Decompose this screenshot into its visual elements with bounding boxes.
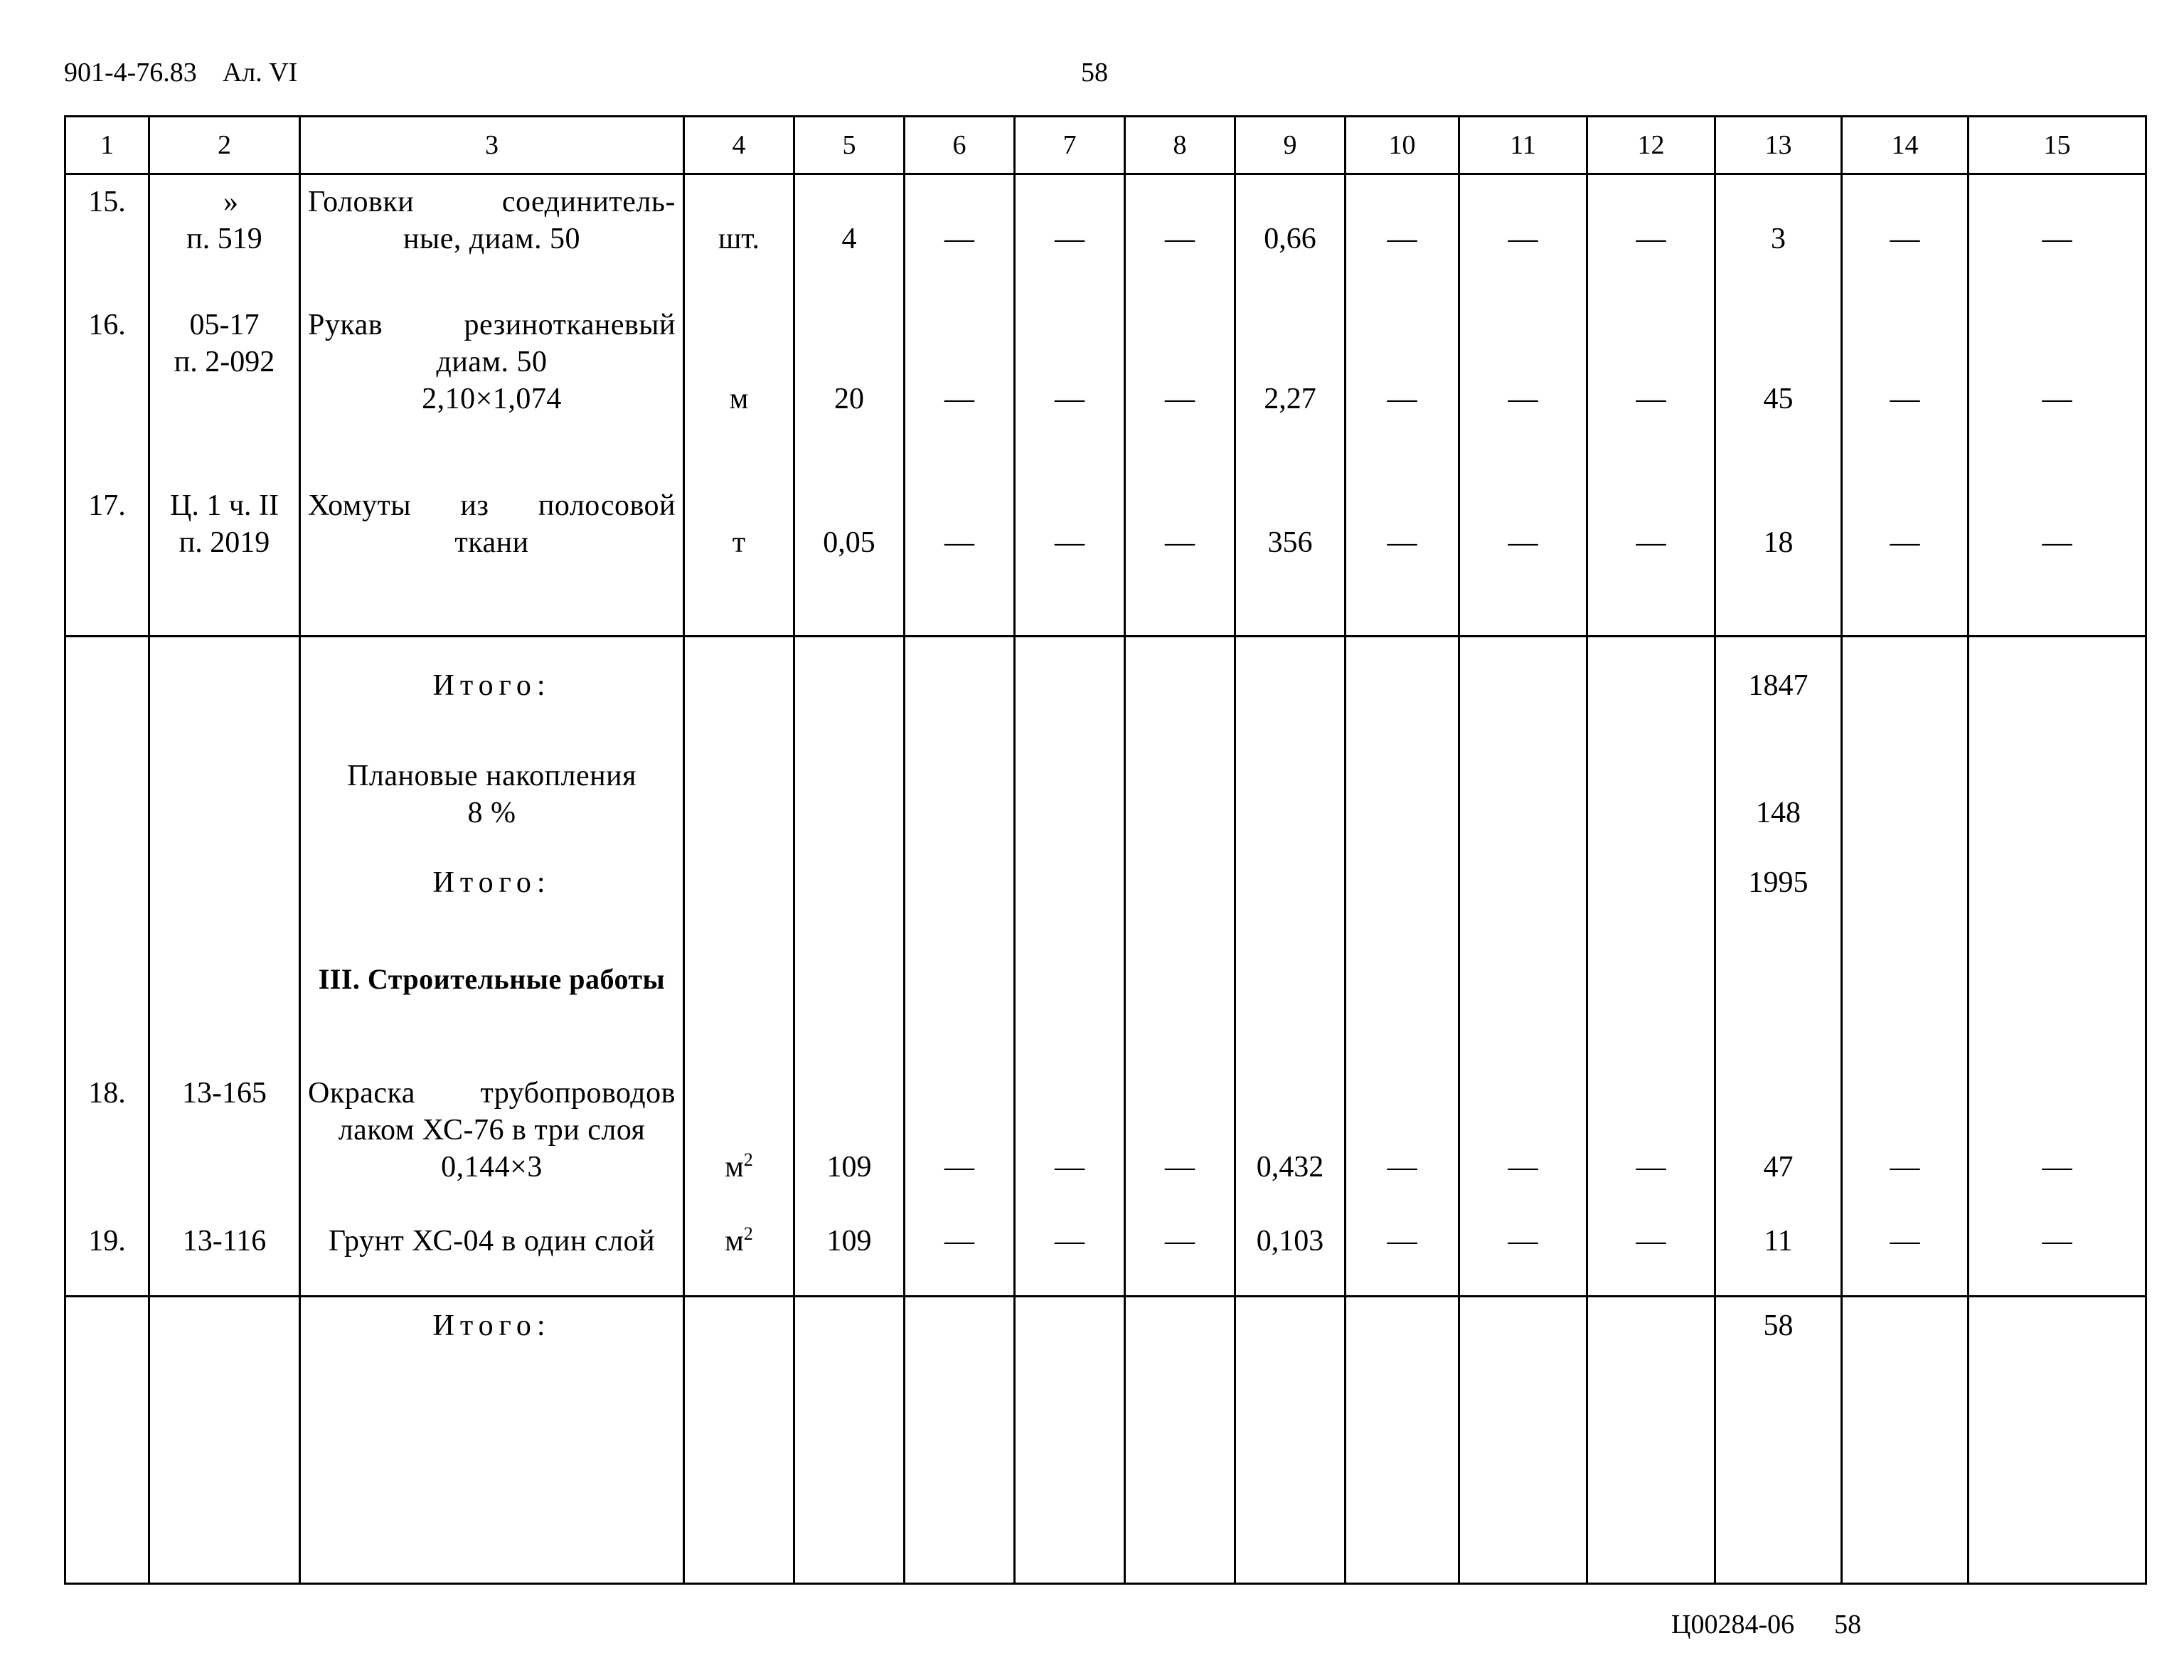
unit-text: м xyxy=(725,1224,744,1258)
norm-code xyxy=(149,487,300,637)
unit-exponent: 2 xyxy=(743,1223,753,1244)
unit: т xyxy=(684,487,794,637)
table-row xyxy=(65,1206,2146,1297)
subtotal-row xyxy=(65,1297,2146,1584)
itogo-label: Итого: xyxy=(300,1297,684,1584)
empty-cell xyxy=(1842,729,1969,843)
album-number: Ал. VI xyxy=(222,58,298,87)
dash-cell: — xyxy=(1842,1206,1969,1297)
empty-cell xyxy=(1587,637,1715,729)
empty-cell xyxy=(1969,729,2146,843)
empty-cell xyxy=(149,1297,300,1584)
table-row xyxy=(65,487,2146,637)
unit xyxy=(684,1042,794,1206)
empty-cell xyxy=(1346,942,1459,1042)
dash-cell: — xyxy=(1587,174,1715,302)
doc-code: 901-4-76.83 xyxy=(64,58,197,87)
desc-line3: 2,10×1,074 xyxy=(422,382,562,415)
empty-cell xyxy=(1125,843,1235,942)
planned-savings-label xyxy=(300,729,684,843)
empty-cell xyxy=(905,1297,1015,1584)
dash-cell: — xyxy=(1125,1042,1235,1206)
total-cost: 45 xyxy=(1715,302,1842,487)
unit-price: 0,66 xyxy=(1235,174,1346,302)
dash-cell: — xyxy=(1346,1042,1459,1206)
subtotal-row xyxy=(65,843,2146,942)
empty-cell xyxy=(65,637,149,729)
item-description xyxy=(300,1042,684,1206)
unit-text: м xyxy=(725,1150,744,1184)
dash-cell: — xyxy=(1587,1206,1715,1297)
col-9: 9 xyxy=(1235,117,1346,174)
section-title-row xyxy=(65,942,2146,1042)
dash-cell: — xyxy=(1842,1042,1969,1206)
desc-line2: ткани xyxy=(454,526,529,559)
empty-cell xyxy=(794,1297,905,1584)
empty-cell xyxy=(684,637,794,729)
col-6: 6 xyxy=(905,117,1015,174)
empty-cell xyxy=(1969,637,2146,729)
document-code xyxy=(64,57,297,88)
col-7: 7 xyxy=(1015,117,1125,174)
col-2: 2 xyxy=(149,117,300,174)
planned-savings-row xyxy=(65,729,2146,843)
dash-cell: — xyxy=(1842,174,1969,302)
unit: шт. xyxy=(684,174,794,302)
norm-code xyxy=(149,174,300,302)
dash-cell: — xyxy=(1346,174,1459,302)
unit: м xyxy=(684,302,794,487)
item-description xyxy=(300,174,684,302)
empty-cell xyxy=(65,843,149,942)
empty-cell xyxy=(1346,729,1459,843)
subtotal-value: 1847 xyxy=(1715,637,1842,729)
empty-cell xyxy=(684,843,794,942)
norm-code-line1: Ц. 1 ч. II xyxy=(170,489,279,522)
dash-cell: — xyxy=(1346,1206,1459,1297)
subtotal-row xyxy=(65,637,2146,729)
norm-code-line1: » xyxy=(223,186,238,218)
dash-cell: — xyxy=(905,1206,1015,1297)
estimate-table xyxy=(64,115,2147,1585)
empty-cell xyxy=(1235,1297,1346,1584)
empty-cell xyxy=(1842,637,1969,729)
empty-cell xyxy=(905,729,1015,843)
empty-cell xyxy=(65,1297,149,1584)
subtotal-value: 1995 xyxy=(1715,843,1842,942)
footer-code: Ц00284-06 xyxy=(1671,1610,1795,1639)
dash-cell: — xyxy=(1969,302,2146,487)
empty-cell xyxy=(794,843,905,942)
planned-savings-text: Плановые накопления xyxy=(347,759,636,792)
table-row xyxy=(65,302,2146,487)
dash-cell: — xyxy=(1587,487,1715,637)
desc-line1: Головки соединитель- xyxy=(308,186,676,218)
dash-cell: — xyxy=(1125,487,1235,637)
table-row xyxy=(65,1042,2146,1206)
norm-code-line2: п. 2-092 xyxy=(174,345,275,378)
empty-cell xyxy=(1235,942,1346,1042)
empty-cell xyxy=(1969,843,2146,942)
dash-cell: — xyxy=(1346,487,1459,637)
dash-cell: — xyxy=(1459,1206,1587,1297)
total-cost: 3 xyxy=(1715,174,1842,302)
desc-line1: Окраска трубопроводов xyxy=(308,1076,676,1110)
dash-cell: — xyxy=(1842,302,1969,487)
footer-page: 58 xyxy=(1834,1610,1862,1639)
quantity: 20 xyxy=(794,302,905,487)
row-number: 19. xyxy=(65,1206,149,1297)
empty-cell xyxy=(794,729,905,843)
empty-cell xyxy=(794,942,905,1042)
total-cost: 18 xyxy=(1715,487,1842,637)
quantity: 109 xyxy=(794,1042,905,1206)
section-title: III. Строительные работы xyxy=(300,942,684,1042)
empty-cell xyxy=(1015,942,1125,1042)
dash-cell: — xyxy=(1125,1206,1235,1297)
empty-cell xyxy=(1459,942,1587,1042)
empty-cell xyxy=(1587,942,1715,1042)
col-1: 1 xyxy=(65,117,149,174)
dash-cell: — xyxy=(1015,1206,1125,1297)
desc-line1: Хомуты из полосовой xyxy=(308,489,676,522)
dash-cell: — xyxy=(1587,1042,1715,1206)
empty-cell xyxy=(1235,637,1346,729)
empty-cell xyxy=(1459,637,1587,729)
empty-cell xyxy=(684,942,794,1042)
footer xyxy=(1671,1609,1861,1640)
empty-cell xyxy=(1459,729,1587,843)
empty-cell xyxy=(1125,637,1235,729)
dash-cell: — xyxy=(1969,174,2146,302)
col-11: 11 xyxy=(1459,117,1587,174)
empty-cell xyxy=(1015,637,1125,729)
norm-code: 13-165 xyxy=(149,1042,300,1206)
empty-cell xyxy=(794,637,905,729)
quantity: 109 xyxy=(794,1206,905,1297)
empty-cell xyxy=(905,942,1015,1042)
empty-cell xyxy=(905,637,1015,729)
norm-code xyxy=(149,302,300,487)
empty-cell xyxy=(905,843,1015,942)
dash-cell: — xyxy=(1969,1042,2146,1206)
col-13: 13 xyxy=(1715,117,1842,174)
norm-code-line1: 05-17 xyxy=(189,308,260,341)
col-4: 4 xyxy=(684,117,794,174)
desc-line2: диам. 50 xyxy=(436,345,548,378)
dash-cell: — xyxy=(1969,487,2146,637)
empty-cell xyxy=(1842,1297,1969,1584)
item-description xyxy=(300,487,684,637)
empty-cell xyxy=(1346,1297,1459,1584)
item-description xyxy=(300,302,684,487)
dash-cell: — xyxy=(1125,302,1235,487)
dash-cell: — xyxy=(905,174,1015,302)
empty-cell xyxy=(1842,843,1969,942)
row-number: 16. xyxy=(65,302,149,487)
col-8: 8 xyxy=(1125,117,1235,174)
empty-cell xyxy=(65,942,149,1042)
item-description: Грунт ХС-04 в один слой xyxy=(300,1206,684,1297)
planned-savings-pct: 8 % xyxy=(467,796,516,829)
subtotal-value: 58 xyxy=(1715,1297,1842,1584)
row-number: 18. xyxy=(65,1042,149,1206)
norm-code-line2: п. 519 xyxy=(186,223,262,255)
table-row xyxy=(65,174,2146,302)
col-14: 14 xyxy=(1842,117,1969,174)
column-header-row xyxy=(65,117,2146,174)
empty-cell xyxy=(149,637,300,729)
col-15: 15 xyxy=(1969,117,2146,174)
total-cost: 47 xyxy=(1715,1042,1842,1206)
dash-cell: — xyxy=(1459,487,1587,637)
empty-cell xyxy=(1969,1297,2146,1584)
col-12: 12 xyxy=(1587,117,1715,174)
empty-cell xyxy=(1125,1297,1235,1584)
empty-cell xyxy=(149,843,300,942)
empty-cell xyxy=(1842,942,1969,1042)
desc-line3: 0,144×3 xyxy=(441,1150,543,1184)
empty-cell xyxy=(1969,942,2146,1042)
empty-cell xyxy=(1715,942,1842,1042)
dash-cell: — xyxy=(1015,302,1125,487)
dash-cell: — xyxy=(1015,1042,1125,1206)
quantity: 4 xyxy=(794,174,905,302)
dash-cell: — xyxy=(1015,487,1125,637)
itogo-label: Итого: xyxy=(300,843,684,942)
dash-cell: — xyxy=(905,487,1015,637)
empty-cell xyxy=(149,942,300,1042)
dash-cell: — xyxy=(1125,174,1235,302)
unit-exponent: 2 xyxy=(743,1149,753,1170)
empty-cell xyxy=(1125,942,1235,1042)
unit-price: 0,432 xyxy=(1235,1042,1346,1206)
empty-cell xyxy=(1459,1297,1587,1584)
row-number: 15. xyxy=(65,174,149,302)
unit-price: 0,103 xyxy=(1235,1206,1346,1297)
desc-line2: лаком ХС-76 в три слоя xyxy=(338,1113,646,1147)
empty-cell xyxy=(1235,843,1346,942)
dash-cell: — xyxy=(1459,302,1587,487)
empty-cell xyxy=(1459,843,1587,942)
empty-cell xyxy=(1346,637,1459,729)
itogo-label: Итого: xyxy=(300,637,684,729)
dash-cell: — xyxy=(1459,1042,1587,1206)
col-5: 5 xyxy=(794,117,905,174)
empty-cell xyxy=(149,729,300,843)
dash-cell: — xyxy=(1346,302,1459,487)
empty-cell xyxy=(1587,843,1715,942)
planned-savings-value: 148 xyxy=(1715,729,1842,843)
norm-code: 13-116 xyxy=(149,1206,300,1297)
empty-cell xyxy=(1125,729,1235,843)
empty-cell xyxy=(1346,843,1459,942)
empty-cell xyxy=(1015,1297,1125,1584)
norm-code-line2: п. 2019 xyxy=(179,526,270,559)
empty-cell xyxy=(1587,729,1715,843)
page-number-top: 58 xyxy=(1081,58,1108,87)
empty-cell xyxy=(684,1297,794,1584)
desc-line2: ные, диам. 50 xyxy=(403,223,580,255)
unit-price: 356 xyxy=(1235,487,1346,637)
dash-cell: — xyxy=(1015,174,1125,302)
col-10: 10 xyxy=(1346,117,1459,174)
dash-cell: — xyxy=(905,1042,1015,1206)
empty-cell xyxy=(1587,1297,1715,1584)
empty-cell xyxy=(1015,729,1125,843)
col-3: 3 xyxy=(300,117,684,174)
dash-cell: — xyxy=(905,302,1015,487)
dash-cell: — xyxy=(1969,1206,2146,1297)
total-cost: 11 xyxy=(1715,1206,1842,1297)
unit xyxy=(684,1206,794,1297)
dash-cell: — xyxy=(1842,487,1969,637)
desc-line1: Рукав резинотканевый xyxy=(308,308,676,341)
empty-cell xyxy=(65,729,149,843)
empty-cell xyxy=(1015,843,1125,942)
quantity: 0,05 xyxy=(794,487,905,637)
empty-cell xyxy=(684,729,794,843)
row-number: 17. xyxy=(65,487,149,637)
unit-price: 2,27 xyxy=(1235,302,1346,487)
empty-cell xyxy=(1235,729,1346,843)
dash-cell: — xyxy=(1587,302,1715,487)
dash-cell: — xyxy=(1459,174,1587,302)
